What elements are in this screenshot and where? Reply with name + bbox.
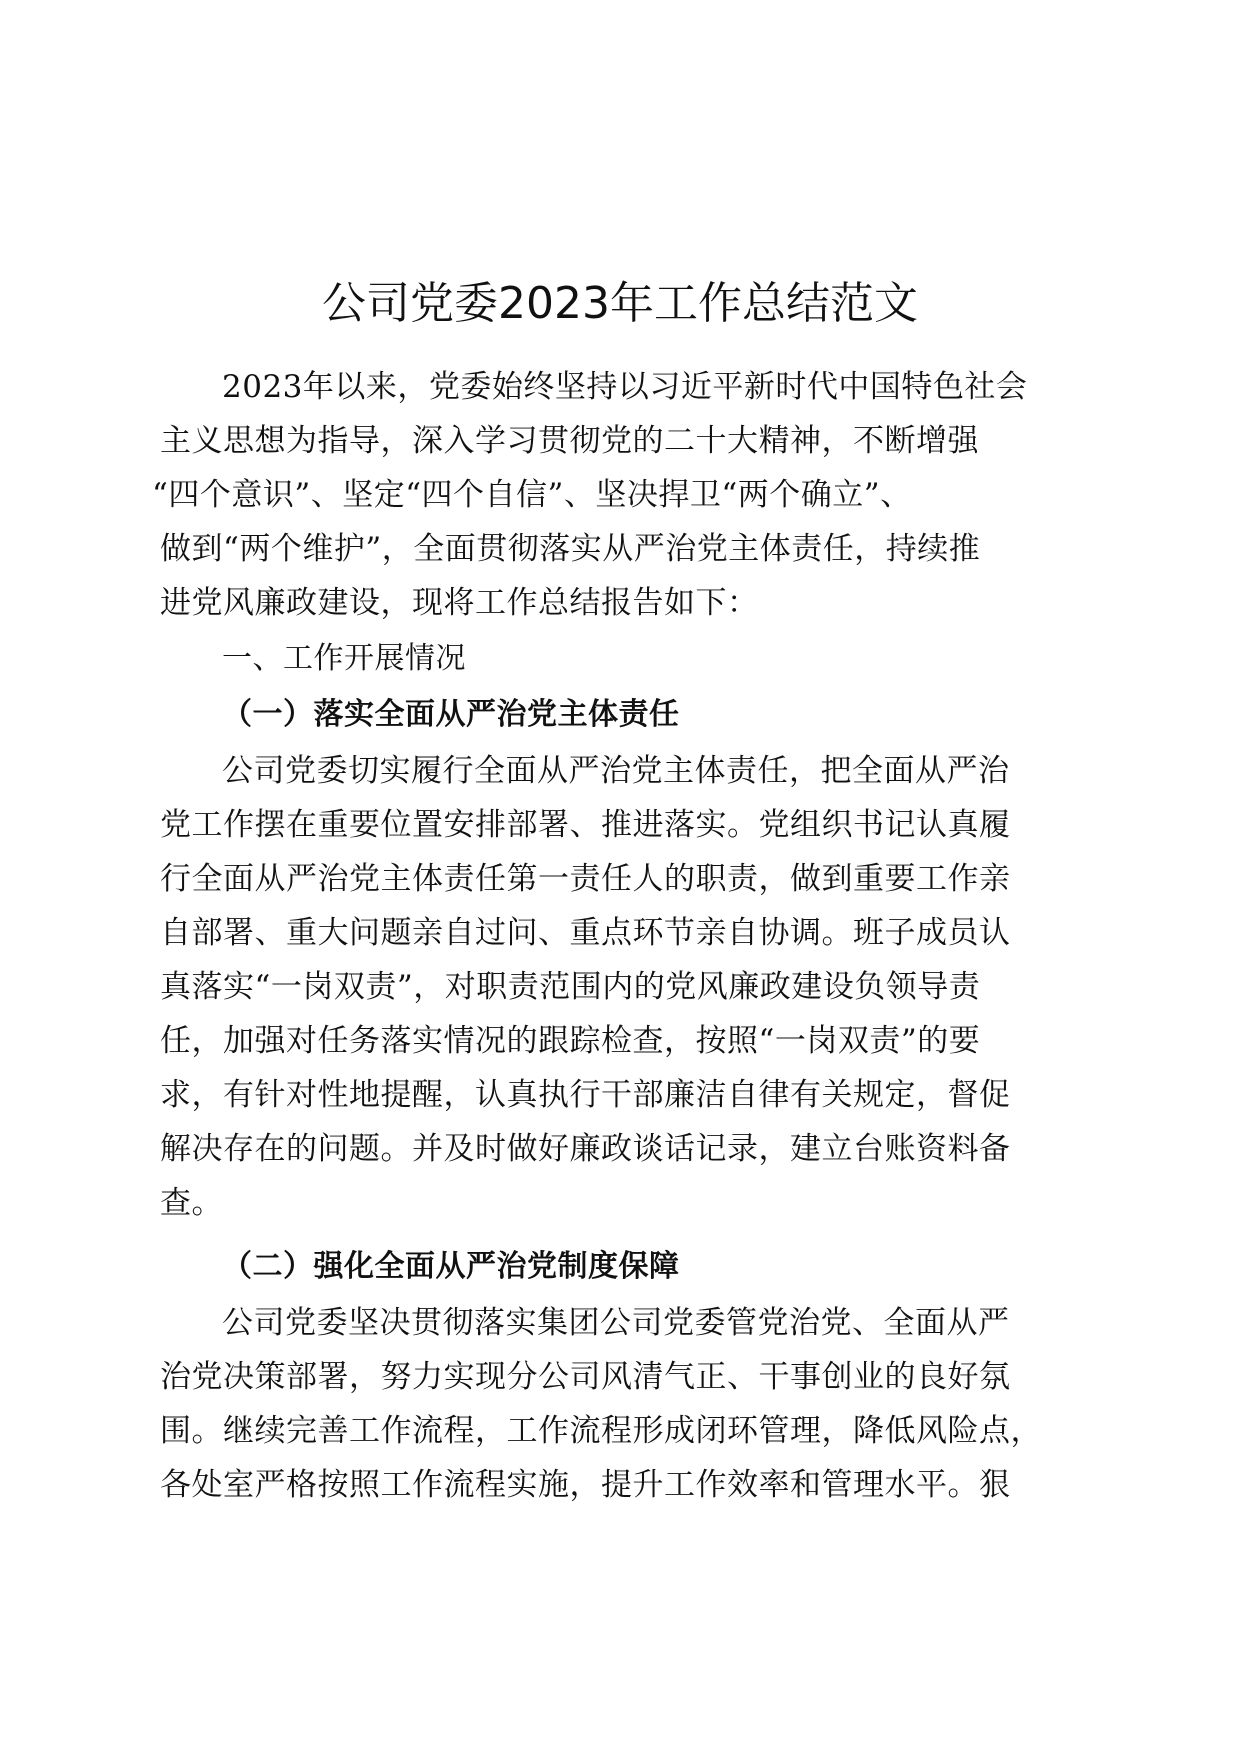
paragraph-line: 求，有针对性地提醒，认真执行干部廉洁自律有关规定，督促 (160, 1077, 1011, 1113)
paragraph-line: 公司党委切实履行全面从严治党主体责任，把全面从严治 (222, 753, 1010, 789)
paragraph-line: 做到“两个维护”，全面贯彻落实从严治党主体责任，持续推 (160, 531, 981, 567)
subsection-heading: （一）落实全面从严治党主体责任 (222, 697, 680, 732)
paragraph-line: 公司党委坚决贯彻落实集团公司党委管党治党、全面从严 (222, 1305, 1010, 1341)
document-title: 公司党委2023年工作总结范文 (322, 278, 918, 329)
paragraph-line: 查。 (160, 1185, 223, 1221)
paragraph-line: “四个意识”、坚定“四个自信”、坚决捍卫“两个确立”、 (152, 477, 912, 513)
paragraph-line: 2023年以来，党委始终坚持以习近平新时代中国特色社会 (222, 369, 1028, 405)
paragraph-line: 真落实“一岗双责”，对职责范围内的党风廉政建设负领导责 (160, 969, 981, 1005)
paragraph-line: 各处室严格按照工作流程实施，提升工作效率和管理水平。狠 (160, 1467, 1011, 1503)
paragraph-line: 行全面从严治党主体责任第一责任人的职责，做到重要工作亲 (160, 861, 1011, 897)
paragraph-line: 围。继续完善工作流程，工作流程形成闭环管理，降低风险点， (160, 1413, 1042, 1449)
paragraph-line: 解决存在的问题。并及时做好廉政谈话记录，建立台账资料备 (160, 1131, 1011, 1167)
paragraph-line: 自部署、重大问题亲自过问、重点环节亲自协调。班子成员认 (160, 915, 1011, 951)
subsection-heading: （二）强化全面从严治党制度保障 (222, 1249, 680, 1284)
paragraph-line: 党工作摆在重要位置安排部署、推进落实。党组织书记认真履 (160, 807, 1011, 843)
section-heading: 一、工作开展情况 (222, 641, 466, 676)
paragraph-line: 主义思想为指导，深入学习贯彻党的二十大精神，不断增强 (160, 423, 979, 459)
paragraph-line: 进党风廉政建设，现将工作总结报告如下： (160, 585, 759, 621)
paragraph-line: 任，加强对任务落实情况的跟踪检查，按照“一岗双责”的要 (160, 1023, 981, 1059)
paragraph-line: 治党决策部署，努力实现分公司风清气正、干事创业的良好氛 (160, 1359, 1011, 1395)
